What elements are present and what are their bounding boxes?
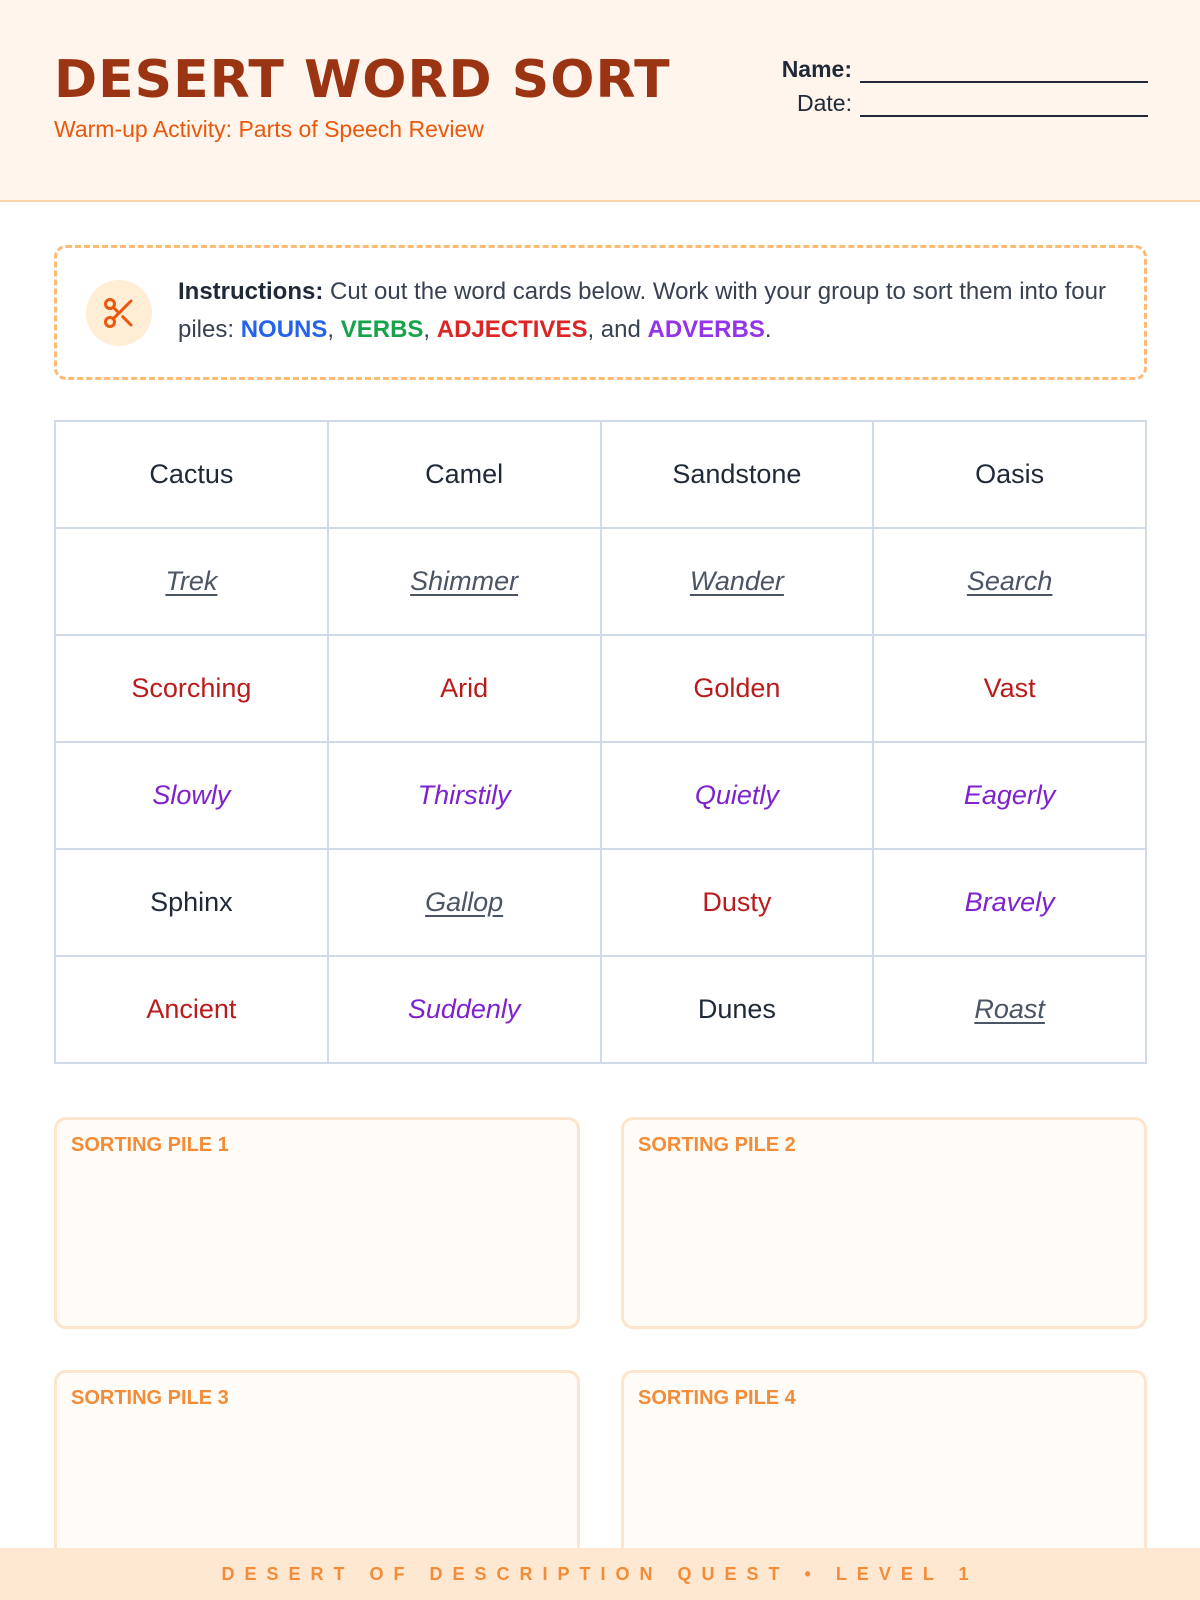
word-card[interactable]: Sphinx xyxy=(55,849,328,956)
word-card[interactable]: Gallop xyxy=(328,849,601,956)
worksheet-title: DESERT WORD SORT xyxy=(54,50,671,110)
word-card[interactable]: Thirstily xyxy=(328,742,601,849)
sorting-pile-2[interactable] xyxy=(621,1117,1147,1329)
footer-text: DESERT OF DESCRIPTION QUEST • LEVEL 1 xyxy=(221,1563,979,1584)
date-field[interactable] xyxy=(797,90,1148,117)
word-card[interactable]: Quietly xyxy=(601,742,874,849)
sorting-pile-label: SORTING PILE 3 xyxy=(71,1387,229,1409)
word-card[interactable]: Dunes xyxy=(601,956,874,1063)
word-card[interactable]: Eagerly xyxy=(873,742,1146,849)
word-card[interactable]: Golden xyxy=(601,635,874,742)
instructions-label: Instructions: xyxy=(178,278,324,305)
word-card-grid xyxy=(54,420,1147,1064)
name-line[interactable] xyxy=(860,61,1148,83)
sep-1: , xyxy=(327,316,341,343)
instructions-box xyxy=(54,245,1147,380)
sorting-pile-label: SORTING PILE 4 xyxy=(638,1387,796,1409)
worksheet-subtitle: Warm-up Activity: Parts of Speech Review xyxy=(54,116,484,142)
word-card[interactable]: Slowly xyxy=(55,742,328,849)
word-card[interactable]: Arid xyxy=(328,635,601,742)
adjectives-label: ADJECTIVES xyxy=(436,316,588,343)
sorting-pile-label: SORTING PILE 2 xyxy=(638,1134,796,1156)
instructions-end: . xyxy=(764,316,772,343)
verbs-label: VERBS xyxy=(340,316,424,343)
word-card[interactable]: Oasis xyxy=(873,421,1146,528)
worksheet-footer xyxy=(0,1548,1200,1600)
date-label: Date: xyxy=(797,90,852,116)
word-card[interactable]: Search xyxy=(873,528,1146,635)
word-card[interactable]: Cactus xyxy=(55,421,328,528)
card-row xyxy=(55,849,1146,956)
word-card[interactable]: Ancient xyxy=(55,956,328,1063)
card-row xyxy=(55,635,1146,742)
word-card[interactable]: Dusty xyxy=(601,849,874,956)
word-card[interactable]: Suddenly xyxy=(328,956,601,1063)
word-card[interactable]: Wander xyxy=(601,528,874,635)
instructions-body: Cut out the word cards below. Work with your group to sort them into four piles: xyxy=(178,278,1106,343)
word-card[interactable]: Shimmer xyxy=(328,528,601,635)
word-card[interactable]: Vast xyxy=(873,635,1146,742)
scissors-icon xyxy=(86,280,152,346)
instructions-text xyxy=(178,273,1118,349)
word-card[interactable]: Sandstone xyxy=(601,421,874,528)
word-card[interactable]: Scorching xyxy=(55,635,328,742)
card-row xyxy=(55,421,1146,528)
card-row xyxy=(55,528,1146,635)
sorting-pile-label: SORTING PILE 1 xyxy=(71,1134,229,1156)
sep-2: , xyxy=(423,316,437,343)
card-row xyxy=(55,956,1146,1063)
worksheet-header xyxy=(0,0,1200,202)
word-card[interactable]: Bravely xyxy=(873,849,1146,956)
nouns-label: NOUNS xyxy=(240,316,328,343)
sep-3: , and xyxy=(587,316,648,343)
name-field[interactable] xyxy=(782,56,1148,83)
word-card[interactable]: Trek xyxy=(55,528,328,635)
adverbs-label: ADVERBS xyxy=(647,316,765,343)
sorting-pile-1[interactable] xyxy=(54,1117,580,1329)
name-label: Name: xyxy=(781,56,852,82)
date-line[interactable] xyxy=(860,95,1148,117)
word-card[interactable]: Roast xyxy=(873,956,1146,1063)
word-card[interactable]: Camel xyxy=(328,421,601,528)
card-row xyxy=(55,742,1146,849)
